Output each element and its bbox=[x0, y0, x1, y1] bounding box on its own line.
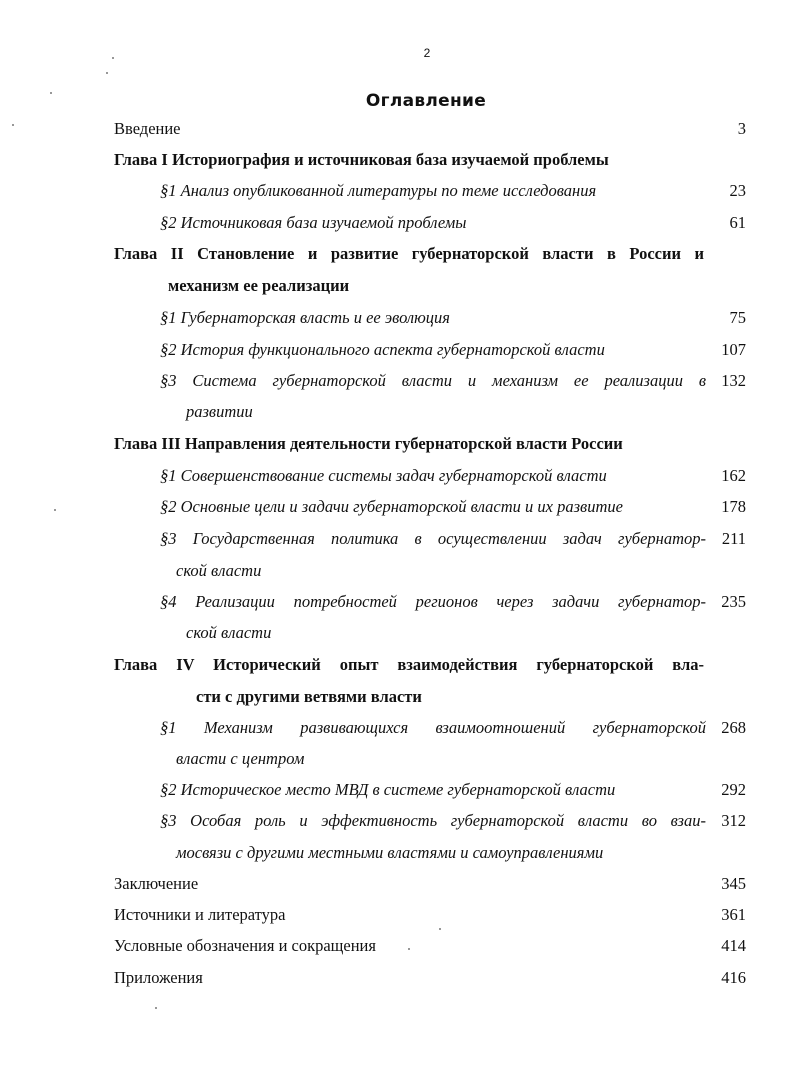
section-page: 178 bbox=[721, 497, 746, 516]
scan-speck bbox=[408, 948, 410, 950]
page-number: 2 bbox=[423, 46, 431, 60]
scan-speck bbox=[106, 72, 108, 74]
section-entry-cont: ской власти bbox=[176, 561, 262, 580]
section-entry[interactable]: §2 Историческое место МВД в системе губернаторской власти bbox=[160, 780, 616, 799]
chapter-heading-cont: механизм ее реализации bbox=[168, 276, 350, 295]
section-page: 61 bbox=[729, 213, 746, 232]
scan-speck bbox=[50, 92, 52, 94]
section-page: 162 bbox=[721, 466, 746, 485]
section-entry-cont: мосвязи с другими местными властями и самоуправлениями bbox=[176, 843, 604, 862]
toc-page-appendices: 416 bbox=[721, 968, 746, 987]
scan-speck bbox=[112, 57, 114, 59]
section-page: 23 bbox=[729, 181, 746, 200]
section-entry-cont: ской власти bbox=[186, 623, 272, 642]
section-entry-cont: развитии bbox=[186, 402, 253, 421]
section-entry[interactable]: §3 Особая роль и эффективность губернаторской власти во взаи- bbox=[160, 811, 706, 830]
section-entry[interactable]: §3 Система губернаторской власти и механизм ее реализации в bbox=[160, 371, 706, 390]
chapter-heading[interactable]: Глава I Историография и источниковая база изучаемой проблемы bbox=[114, 150, 609, 169]
toc-entry-abbreviations[interactable]: Условные обозначения и сокращения bbox=[114, 936, 376, 955]
chapter-heading-cont: сти с другими ветвями власти bbox=[196, 687, 422, 706]
toc-entry-intro[interactable]: Введение bbox=[114, 119, 181, 138]
scan-speck bbox=[439, 928, 441, 930]
section-entry[interactable]: §2 Источниковая база изучаемой проблемы bbox=[160, 213, 467, 232]
chapter-heading[interactable]: Глава III Направления деятельности губернаторской власти России bbox=[114, 434, 623, 453]
toc-title: Оглавление bbox=[365, 91, 487, 111]
section-entry[interactable]: §2 Основные цели и задачи губернаторской власти и их развитие bbox=[160, 497, 623, 516]
toc-entry-sources[interactable]: Источники и литература bbox=[114, 905, 286, 924]
toc-page-abbreviations: 414 bbox=[721, 936, 746, 955]
section-entry[interactable]: §1 Анализ опубликованной литературы по теме исследования bbox=[160, 181, 597, 200]
section-entry[interactable]: §3 Государственная политика в осуществлении задач губернатор- bbox=[160, 529, 706, 548]
toc-entry-conclusion[interactable]: Заключение bbox=[114, 874, 199, 893]
section-entry-cont: власти с центром bbox=[176, 749, 305, 768]
scan-speck bbox=[12, 124, 14, 126]
section-entry[interactable]: §1 Совершенствование системы задач губернаторской власти bbox=[160, 466, 607, 485]
scan-speck bbox=[155, 1007, 157, 1009]
section-page: 132 bbox=[721, 371, 746, 390]
section-entry[interactable]: §1 Губернаторская власть и ее эволюция bbox=[160, 308, 450, 327]
section-page: 235 bbox=[721, 592, 746, 611]
toc-page-intro: 3 bbox=[737, 119, 746, 138]
section-page: 107 bbox=[721, 340, 746, 359]
scan-speck bbox=[54, 509, 56, 511]
section-page: 268 bbox=[721, 718, 746, 737]
section-entry[interactable]: §2 История функционального аспекта губернаторской власти bbox=[160, 340, 605, 359]
chapter-heading[interactable]: Глава II Становление и развитие губернаторской власти в России и bbox=[114, 244, 704, 263]
section-page: 292 bbox=[721, 780, 746, 799]
chapter-heading[interactable]: Глава IV Исторический опыт взаимодействия губернаторской вла- bbox=[114, 655, 704, 674]
section-page: 75 bbox=[729, 308, 746, 327]
section-page: 312 bbox=[721, 811, 746, 830]
toc-page-conclusion: 345 bbox=[721, 874, 746, 893]
section-page: 211 bbox=[721, 529, 746, 548]
toc-page-sources: 361 bbox=[721, 905, 746, 924]
section-entry[interactable]: §1 Механизм развивающихся взаимоотношений губернаторской bbox=[160, 718, 706, 737]
section-entry[interactable]: §4 Реализации потребностей регионов через задачи губернатор- bbox=[160, 592, 706, 611]
toc-entry-appendices[interactable]: Приложения bbox=[114, 968, 203, 987]
